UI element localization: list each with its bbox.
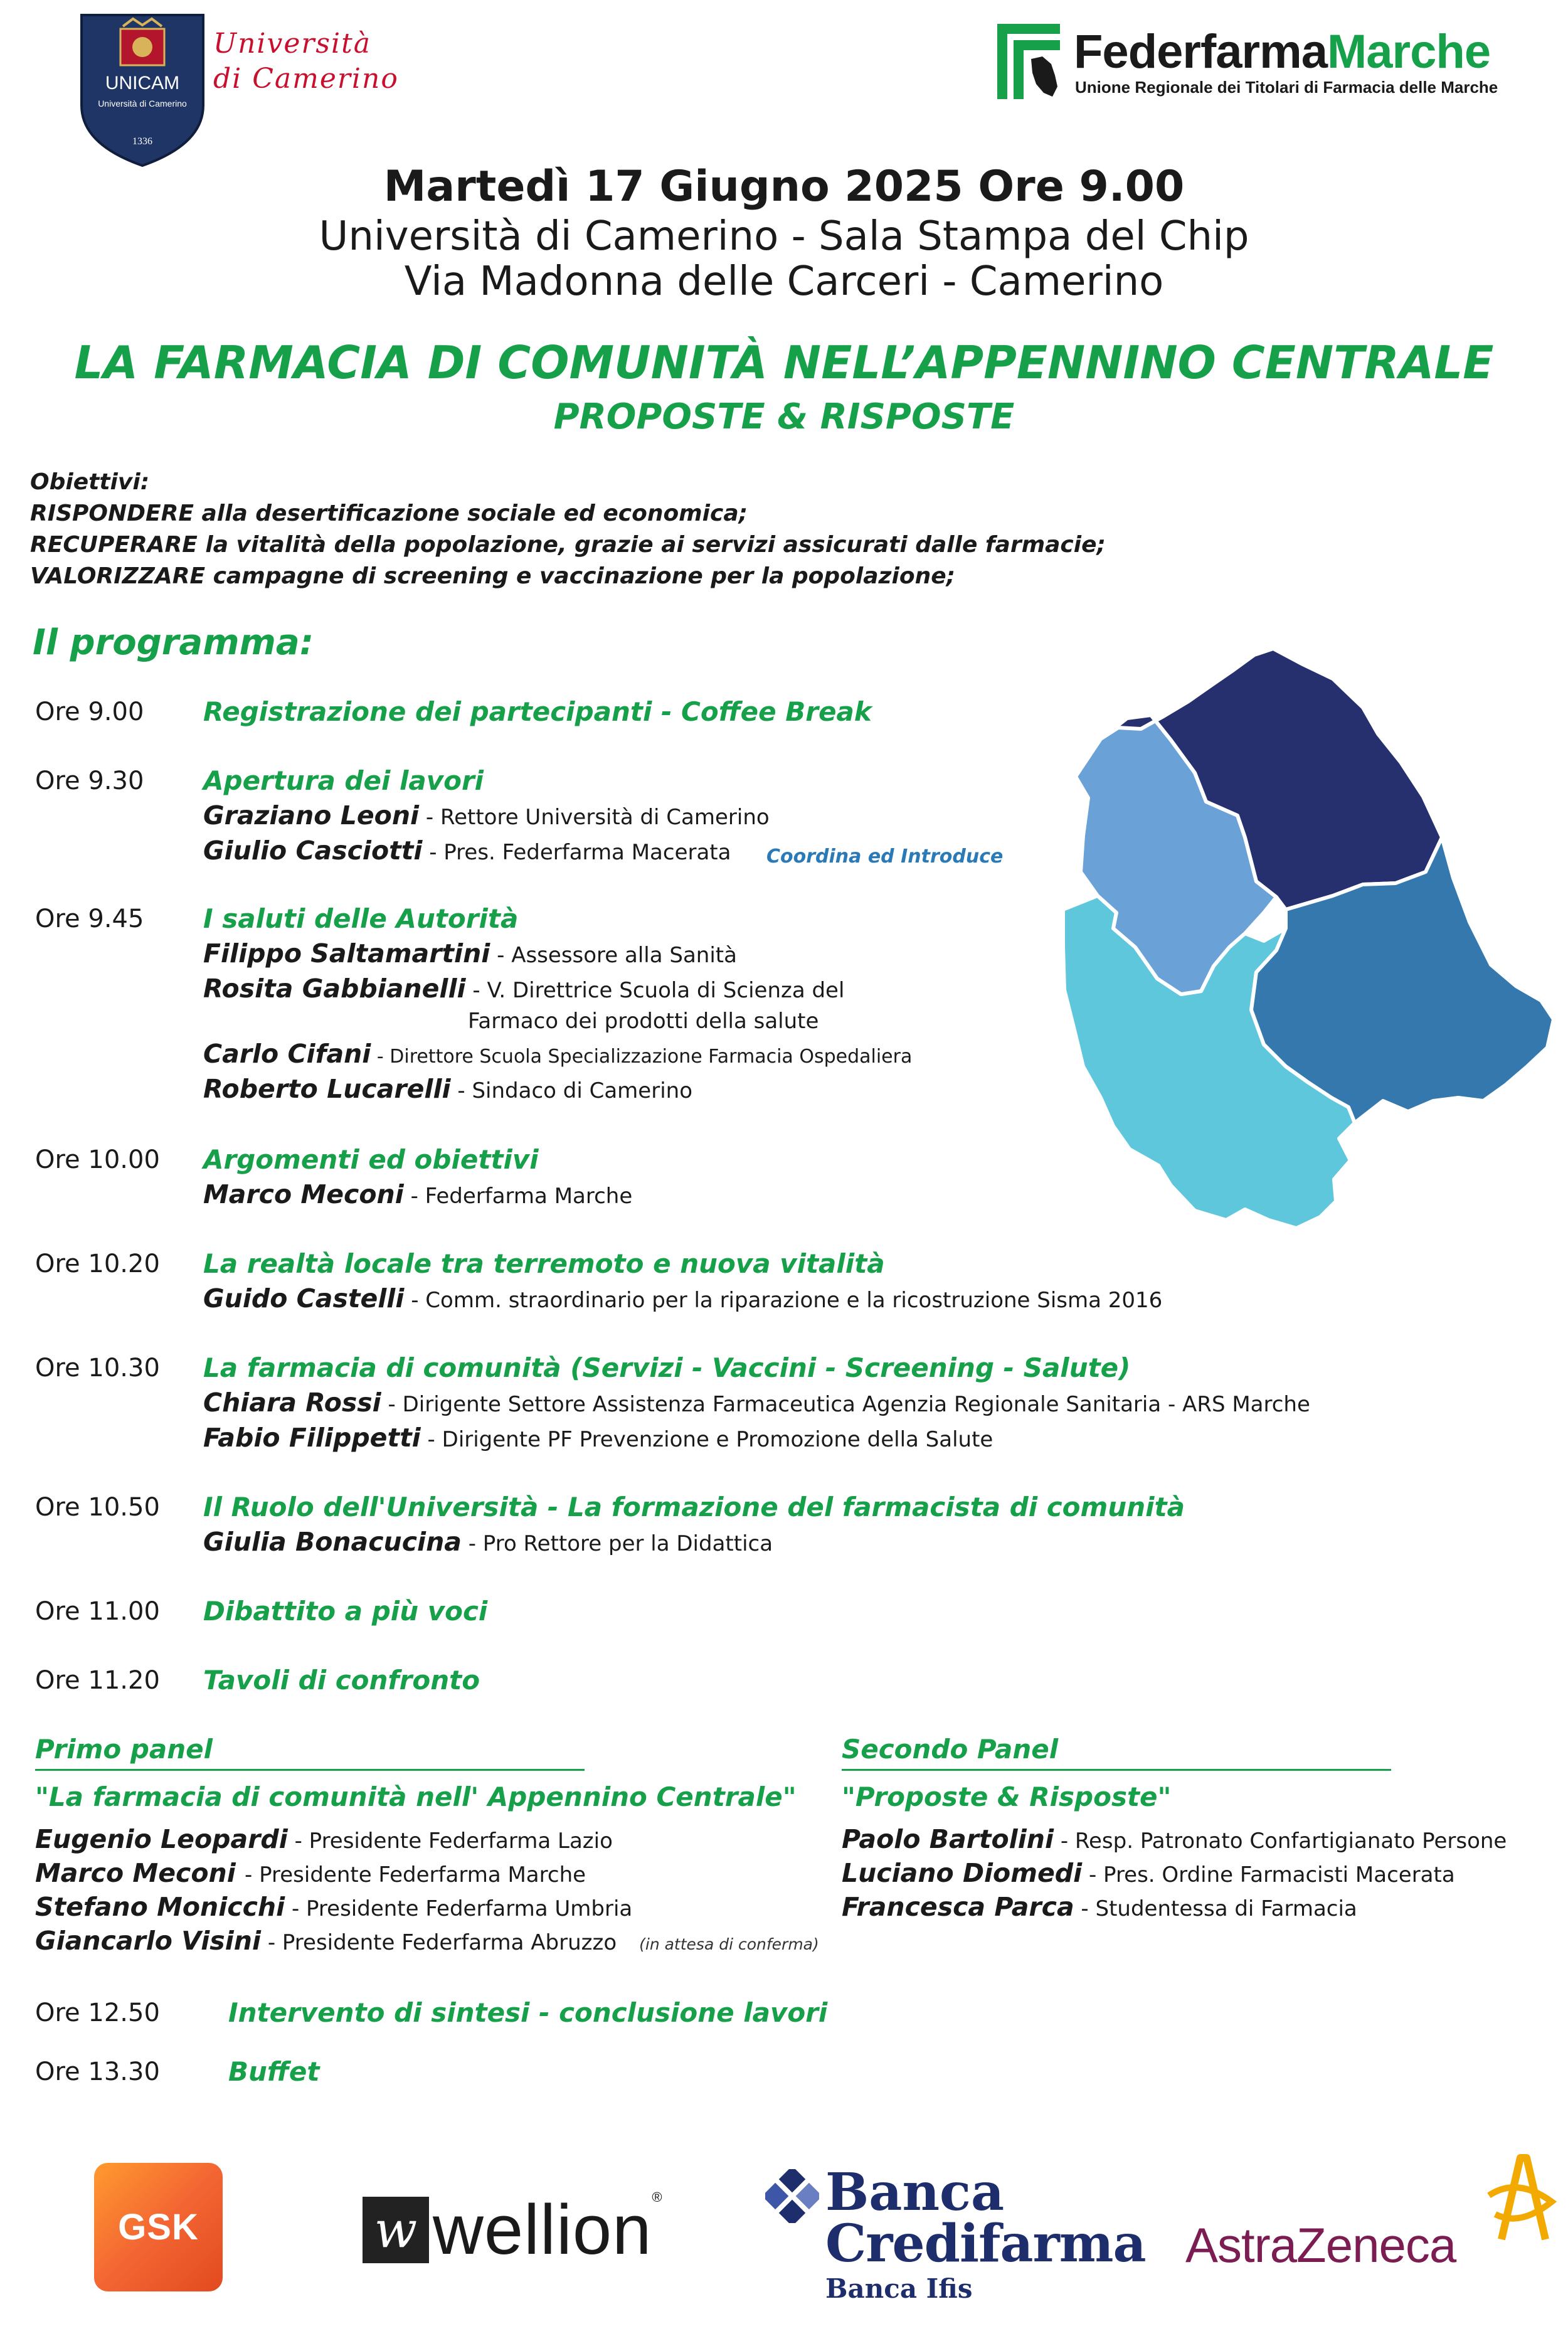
astrazeneca-wordmark: AstraZeneca (1185, 2217, 1456, 2273)
event-venue: Università di Camerino - Sala Stampa del Chip (319, 213, 1249, 260)
session-topic: I saluti delle Autorità (203, 903, 519, 934)
unicam-shield-year: 1336 (132, 136, 152, 147)
speaker (203, 836, 731, 866)
panel2-subtitle: "Proposte & Risposte" (842, 1781, 1172, 1812)
time-label: Ore 10.00 (35, 1145, 160, 1174)
speaker (203, 1283, 1162, 1314)
central-italy-regions-map (1007, 634, 1568, 1242)
speaker (203, 800, 770, 831)
session-topic: Dibattito a più voci (203, 1596, 488, 1627)
banca-credifarma-logo (765, 2162, 1146, 2304)
time-label: Ore 11.00 (35, 1597, 160, 1626)
objectives-heading: Obiettivi: (30, 469, 150, 495)
speaker-name: Graziano Leoni (203, 800, 420, 831)
speaker-name: Carlo Cifani (203, 1039, 371, 1069)
speaker-role-continued: Farmaco dei prodotti della salute (468, 1009, 819, 1034)
time-label: Ore 10.20 (35, 1250, 160, 1278)
session-topic: Il Ruolo dell'Università - La formazione del farmacista di comunità (203, 1492, 1185, 1522)
objective-item: RECUPERARE la vitalità della popolazione, grazie ai servizi assicurati dalle farmacie; (30, 532, 1106, 558)
federfarma-name-b: Marche (1327, 25, 1491, 78)
unicam-shield-name: UNICAM (105, 73, 180, 93)
panel1-speaker (35, 1926, 819, 1956)
time-label: Ore 9.45 (35, 905, 144, 933)
wellion-logo (363, 2189, 663, 2270)
speaker (203, 1388, 1310, 1418)
panel1-subtitle: "La farmacia di comunità nell' Appennino Centrale" (35, 1781, 797, 1812)
speaker-role: - Studentessa di Farmacia (1074, 1896, 1357, 1921)
speaker-name: Francesca Parca (842, 1892, 1074, 1922)
banca-line2: Credifarma (825, 2214, 1146, 2274)
speaker-role: - Rettore Università di Camerino (419, 805, 770, 830)
speaker-role: - Comm. straordinario per la riparazione e la ricostruzione Sisma 2016 (404, 1288, 1163, 1313)
speaker-role: - Presidente Federfarma Umbria (285, 1896, 633, 1921)
speaker-name: Guido Castelli (203, 1283, 405, 1314)
session-topic: La realtà locale tra terremoto e nuova vitalità (203, 1248, 885, 1279)
time-label: Ore 9.00 (35, 698, 144, 726)
speaker-name: Stefano Monicchi (35, 1892, 285, 1922)
unicam-wordmark-line1: Università (213, 28, 371, 60)
speaker (203, 1423, 993, 1453)
speaker-name: Marco Meconi (35, 1858, 245, 1888)
federfarma-logo-icon (997, 24, 1060, 99)
speaker-role: - Presidente Federfarma Marche (245, 1862, 586, 1887)
session-topic: Registrazione dei partecipanti - Coffee Break (203, 696, 872, 727)
federfarma-subtitle: Unione Regionale dei Titolari di Farmacia delle Marche (1075, 78, 1498, 97)
federfarma-name (1074, 25, 1490, 79)
session-topic: Tavoli di confronto (203, 1665, 480, 1696)
speaker-role: - Presidente Federfarma Lazio (287, 1829, 613, 1854)
session-topic: Apertura dei lavori (203, 765, 484, 796)
panel1-speaker (35, 1858, 586, 1888)
time-label: Ore 10.50 (35, 1493, 160, 1522)
panel1-speaker (35, 1824, 613, 1854)
speaker-note: (in attesa di conferma) (639, 1935, 819, 1953)
panel2-heading: Secondo Panel (842, 1734, 1059, 1765)
speaker-role: - Pres. Federfarma Macerata (422, 840, 731, 865)
speaker-role: - Dirigente Settore Assistenza Farmaceutica Agenzia Regionale Sanitaria - ARS Marche (381, 1392, 1310, 1417)
speaker-role: - Direttore Scuola Specializzazione Farmacia Ospedaliera (371, 1046, 913, 1068)
unicam-shield-sub: Università di Camerino (98, 98, 187, 109)
speaker (203, 1179, 632, 1209)
speaker-role: - Resp. Patronato Confartigianato Persone (1054, 1829, 1507, 1854)
speaker-name: Giulio Casciotti (203, 836, 423, 866)
panel1-heading: Primo panel (35, 1734, 213, 1765)
event-title: LA FARMACIA DI COMUNITÀ NELL’APPENNINO CENTRALE (74, 336, 1494, 389)
unicam-logo (77, 11, 208, 169)
speaker-role: - Sindaco di Camerino (450, 1078, 692, 1103)
time-label: Ore 9.30 (35, 767, 144, 795)
banca-credifarma-mark-icon (765, 2169, 819, 2223)
speaker-name: Fabio Filippetti (203, 1423, 421, 1453)
speaker-name: Giulia Bonacucina (203, 1527, 462, 1557)
unicam-wordmark (213, 26, 399, 97)
wellion-mark: w (363, 2197, 429, 2263)
speaker-name: Eugenio Leopardi (35, 1824, 288, 1854)
objective-item: VALORIZZARE campagne di screening e vaccinazione per la popolazione; (30, 563, 956, 589)
wellion-text: wellion (433, 2190, 652, 2269)
speaker-name: Chiara Rossi (203, 1388, 381, 1418)
speaker-role: - Pro Rettore per la Didattica (461, 1531, 773, 1556)
event-address: Via Madonna delle Carceri - Camerino (404, 258, 1164, 305)
speaker-name: Roberto Lucarelli (203, 1074, 451, 1104)
banca-line1: Banca (825, 2162, 1005, 2222)
program-title: Il programma: (33, 622, 314, 663)
wellion-registered: ® (652, 2189, 663, 2205)
session-topic: Buffet (228, 2056, 320, 2087)
speaker-role: - Dirigente PF Prevenzione e Promozione della Salute (420, 1427, 993, 1452)
panel2-speaker (842, 1892, 1357, 1922)
time-label: Ore 12.50 (35, 1999, 160, 2027)
speaker (203, 1074, 692, 1104)
wellion-wordmark (433, 2189, 663, 2270)
time-label: Ore 13.30 (35, 2057, 160, 2086)
session-topic: Intervento di sintesi - conclusione lavori (228, 1997, 828, 2028)
panel2-divider (842, 1769, 1391, 1771)
event-date: Martedì 17 Giugno 2025 Ore 9.00 (383, 162, 1185, 211)
session-topic: Argomenti ed obiettivi (203, 1144, 539, 1175)
speaker (203, 1039, 912, 1069)
speaker (203, 1527, 773, 1557)
speaker-name: Paolo Bartolini (842, 1824, 1054, 1854)
objective-item: RISPONDERE alla desertificazione sociale ed economica; (30, 501, 748, 526)
federfarma-name-a: Federfarma (1074, 25, 1327, 78)
speaker (203, 974, 844, 1004)
speaker-name: Filippo Saltamartini (203, 938, 490, 969)
time-label: Ore 11.20 (35, 1666, 160, 1695)
panel1-divider (35, 1769, 585, 1771)
speaker-role: - Pres. Ordine Farmacisti Macerata (1082, 1862, 1455, 1887)
banca-line3: Banca Ifis (825, 2273, 973, 2304)
panel2-speaker (842, 1824, 1507, 1854)
speaker-role: - Presidente Federfarma Abruzzo (261, 1930, 617, 1955)
speaker-role: - V. Direttrice Scuola di Scienza del (465, 978, 845, 1003)
speaker-name: Rosita Gabbianelli (203, 974, 466, 1004)
session-topic: La farmacia di comunità (Servizi - Vaccini - Screening - Salute) (203, 1352, 1131, 1383)
speaker-name: Marco Meconi (203, 1179, 404, 1209)
speaker-role: - Federfarma Marche (403, 1184, 633, 1209)
panel2-speaker (842, 1858, 1455, 1888)
gsk-logo: GSK (94, 2163, 223, 2291)
panel1-speaker (35, 1892, 632, 1922)
coordinator-note: Coordina ed Introduce (766, 846, 1004, 868)
speaker-role: - Assessore alla Sanità (490, 943, 737, 968)
unicam-wordmark-line2: di Camerino (213, 63, 399, 95)
objectives (30, 467, 1347, 592)
speaker-name: Luciano Diomedi (842, 1858, 1083, 1888)
event-subtitle: PROPOSTE & RISPOSTE (553, 396, 1015, 437)
speaker (203, 938, 737, 969)
time-label: Ore 10.30 (35, 1354, 160, 1383)
astrazeneca-mark-icon (1476, 2152, 1558, 2246)
speaker-name: Giancarlo Visini (35, 1926, 262, 1956)
